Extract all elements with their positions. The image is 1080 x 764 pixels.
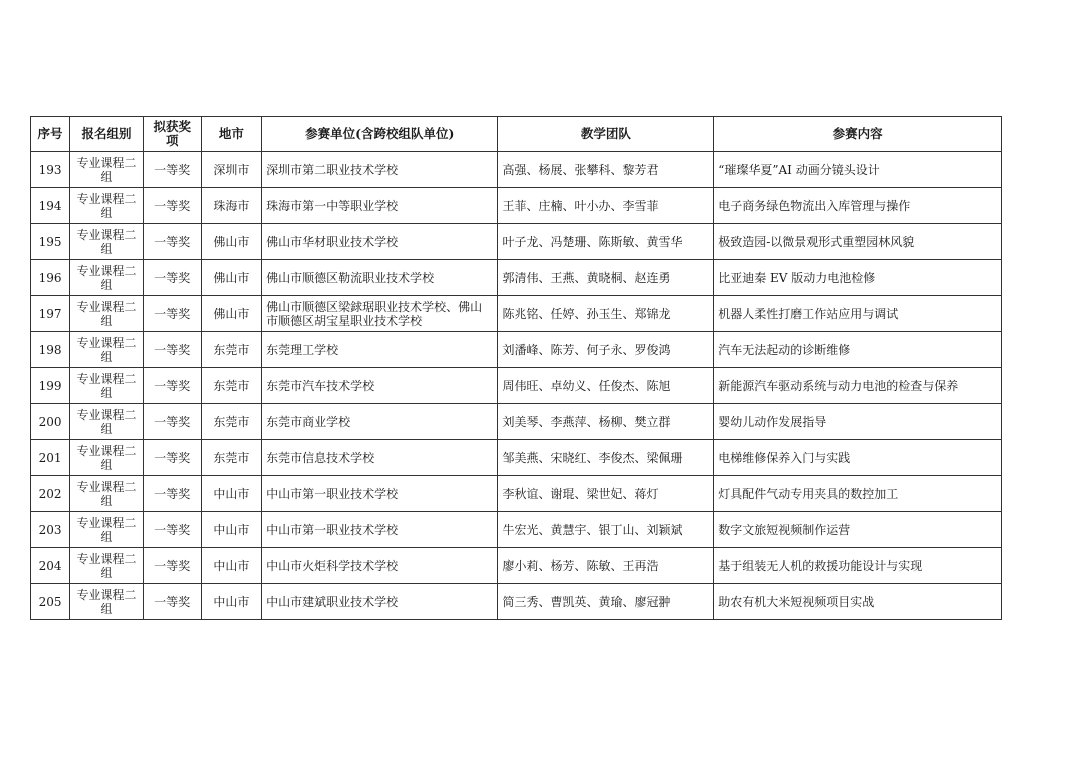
table-row — [31, 152, 1002, 188]
cell-city: 中山市 — [201, 512, 262, 548]
cell-award: 一等奖 — [144, 188, 202, 224]
table-row — [31, 188, 1002, 224]
cell-seq: 201 — [31, 440, 70, 476]
cell-city: 中山市 — [201, 584, 262, 620]
cell-city: 东莞市 — [201, 440, 262, 476]
cell-team: 王菲、庄楠、叶小办、李雪菲 — [498, 188, 714, 224]
cell-award: 一等奖 — [144, 584, 202, 620]
cell-unit: 中山市第一职业技术学校 — [262, 512, 498, 548]
cell-seq: 193 — [31, 152, 70, 188]
cell-group: 专业课程二组 — [70, 584, 144, 620]
cell-city: 深圳市 — [201, 152, 262, 188]
header-seq: 序号 — [31, 117, 70, 152]
cell-seq: 202 — [31, 476, 70, 512]
table-row — [31, 260, 1002, 296]
cell-unit: 东莞市商业学校 — [262, 404, 498, 440]
cell-content: 极致造园-以微景观形式重塑园林风貌 — [714, 224, 1002, 260]
cell-team: 郭清伟、王燕、黄晓桐、赵连勇 — [498, 260, 714, 296]
table-row — [31, 224, 1002, 260]
cell-group: 专业课程二组 — [70, 224, 144, 260]
header-group: 报名组别 — [70, 117, 144, 152]
cell-team: 牛宏光、黄慧宇、银丁山、刘颖斌 — [498, 512, 714, 548]
cell-content: 婴幼儿动作发展指导 — [714, 404, 1002, 440]
cell-city: 珠海市 — [201, 188, 262, 224]
cell-team: 简三秀、曹凯英、黄瑜、廖冠翀 — [498, 584, 714, 620]
cell-seq: 196 — [31, 260, 70, 296]
table-row — [31, 440, 1002, 476]
cell-award: 一等奖 — [144, 476, 202, 512]
cell-content: “璀璨华夏”AI 动画分镜头设计 — [714, 152, 1002, 188]
cell-unit: 东莞理工学校 — [262, 332, 498, 368]
table-row — [31, 368, 1002, 404]
cell-group: 专业课程二组 — [70, 152, 144, 188]
table-row — [31, 296, 1002, 332]
cell-content: 比亚迪秦 EV 版动力电池检修 — [714, 260, 1002, 296]
cell-group: 专业课程二组 — [70, 332, 144, 368]
award-table — [30, 116, 1002, 620]
cell-award: 一等奖 — [144, 260, 202, 296]
cell-seq: 205 — [31, 584, 70, 620]
cell-seq: 194 — [31, 188, 70, 224]
cell-unit: 东莞市汽车技术学校 — [262, 368, 498, 404]
cell-team: 李秋谊、谢琨、梁世妃、蒋灯 — [498, 476, 714, 512]
cell-award: 一等奖 — [144, 368, 202, 404]
cell-award: 一等奖 — [144, 152, 202, 188]
cell-award: 一等奖 — [144, 440, 202, 476]
cell-group: 专业课程二组 — [70, 512, 144, 548]
cell-unit: 佛山市华材职业技术学校 — [262, 224, 498, 260]
cell-seq: 195 — [31, 224, 70, 260]
header-content: 参赛内容 — [714, 117, 1002, 152]
cell-unit: 中山市建斌职业技术学校 — [262, 584, 498, 620]
cell-unit: 佛山市顺德区梁銶琚职业技术学校、佛山市顺德区胡宝星职业技术学校 — [262, 296, 498, 332]
cell-content: 数字文旅短视频制作运营 — [714, 512, 1002, 548]
table-row — [31, 584, 1002, 620]
table-row — [31, 404, 1002, 440]
table-row — [31, 476, 1002, 512]
cell-content: 机器人柔性打磨工作站应用与调试 — [714, 296, 1002, 332]
cell-content: 电梯维修保养入门与实践 — [714, 440, 1002, 476]
header-team: 教学团队 — [498, 117, 714, 152]
table-row — [31, 548, 1002, 584]
header-city: 地市 — [201, 117, 262, 152]
table-row — [31, 512, 1002, 548]
header-award: 拟获奖项 — [144, 117, 202, 152]
cell-seq: 203 — [31, 512, 70, 548]
cell-unit: 佛山市顺德区勒流职业技术学校 — [262, 260, 498, 296]
cell-seq: 204 — [31, 548, 70, 584]
cell-seq: 199 — [31, 368, 70, 404]
cell-group: 专业课程二组 — [70, 404, 144, 440]
cell-award: 一等奖 — [144, 548, 202, 584]
cell-team: 陈兆铭、任婷、孙玉生、郑锦龙 — [498, 296, 714, 332]
cell-content: 电子商务绿色物流出入库管理与操作 — [714, 188, 1002, 224]
cell-award: 一等奖 — [144, 224, 202, 260]
cell-unit: 珠海市第一中等职业学校 — [262, 188, 498, 224]
cell-content: 灯具配件气动专用夹具的数控加工 — [714, 476, 1002, 512]
cell-unit: 东莞市信息技术学校 — [262, 440, 498, 476]
table-row — [31, 332, 1002, 368]
cell-city: 佛山市 — [201, 260, 262, 296]
table-header-row — [31, 117, 1002, 152]
cell-content: 汽车无法起动的诊断维修 — [714, 332, 1002, 368]
cell-award: 一等奖 — [144, 332, 202, 368]
cell-unit: 中山市第一职业技术学校 — [262, 476, 498, 512]
cell-team: 刘美琴、李燕萍、杨柳、樊立群 — [498, 404, 714, 440]
cell-content: 基于组装无人机的救援功能设计与实现 — [714, 548, 1002, 584]
cell-award: 一等奖 — [144, 512, 202, 548]
cell-city: 佛山市 — [201, 296, 262, 332]
cell-award: 一等奖 — [144, 404, 202, 440]
cell-city: 中山市 — [201, 476, 262, 512]
cell-city: 东莞市 — [201, 332, 262, 368]
cell-group: 专业课程二组 — [70, 548, 144, 584]
cell-content: 助农有机大米短视频项目实战 — [714, 584, 1002, 620]
cell-group: 专业课程二组 — [70, 440, 144, 476]
header-unit: 参赛单位(含跨校组队单位) — [262, 117, 498, 152]
cell-group: 专业课程二组 — [70, 368, 144, 404]
cell-team: 高强、杨展、张攀科、黎芳君 — [498, 152, 714, 188]
cell-seq: 198 — [31, 332, 70, 368]
cell-seq: 200 — [31, 404, 70, 440]
cell-group: 专业课程二组 — [70, 188, 144, 224]
cell-team: 廖小莉、杨芳、陈敏、王再浩 — [498, 548, 714, 584]
cell-team: 叶子龙、冯楚珊、陈斯敏、黄雪华 — [498, 224, 714, 260]
cell-city: 东莞市 — [201, 368, 262, 404]
cell-team: 刘潘峰、陈芳、何子永、罗俊鸿 — [498, 332, 714, 368]
cell-team: 周伟旺、卓幼义、任俊杰、陈旭 — [498, 368, 714, 404]
cell-group: 专业课程二组 — [70, 260, 144, 296]
cell-unit: 中山市火炬科学技术学校 — [262, 548, 498, 584]
cell-unit: 深圳市第二职业技术学校 — [262, 152, 498, 188]
cell-city: 佛山市 — [201, 224, 262, 260]
cell-city: 中山市 — [201, 548, 262, 584]
cell-city: 东莞市 — [201, 404, 262, 440]
cell-group: 专业课程二组 — [70, 296, 144, 332]
cell-award: 一等奖 — [144, 296, 202, 332]
cell-seq: 197 — [31, 296, 70, 332]
cell-team: 邹美燕、宋晓红、李俊杰、梁佩珊 — [498, 440, 714, 476]
cell-group: 专业课程二组 — [70, 476, 144, 512]
cell-content: 新能源汽车驱动系统与动力电池的检查与保养 — [714, 368, 1002, 404]
